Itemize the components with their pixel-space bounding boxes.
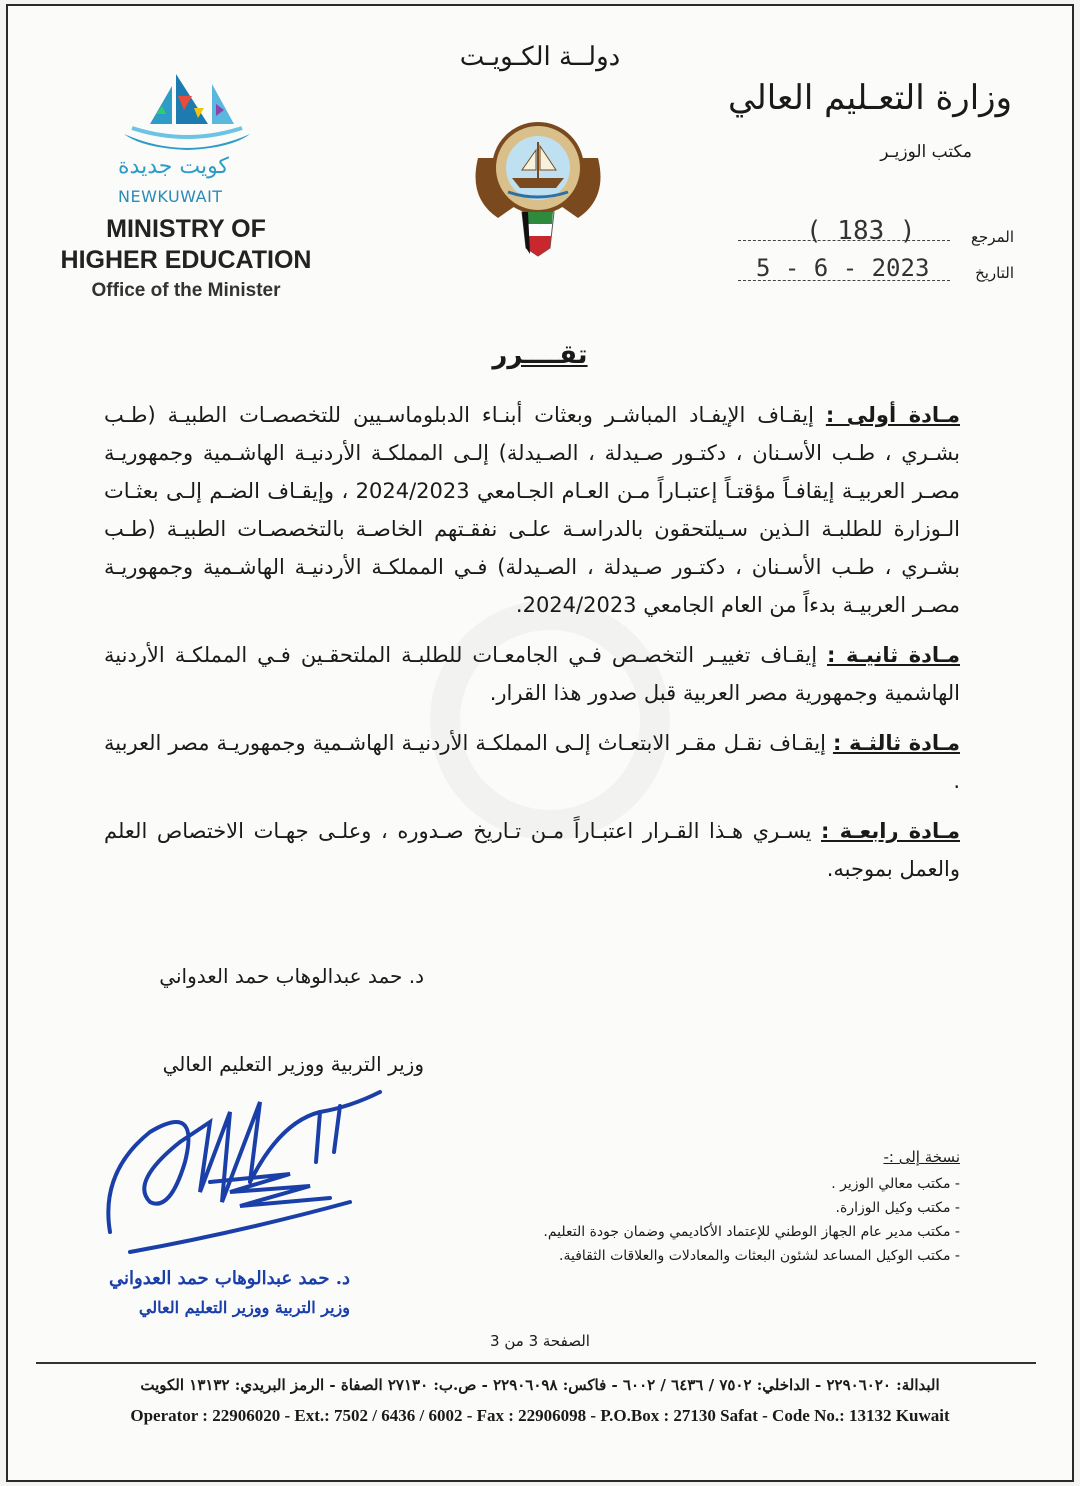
stamp-name: د. حمد عبدالوهاب حمد العدواني xyxy=(109,1268,350,1289)
page-number: الصفحة 3 من 3 xyxy=(490,1332,590,1350)
new-kuwait-arabic: كويت جديدة xyxy=(118,154,229,179)
article-3 xyxy=(104,724,960,800)
new-kuwait-logo-icon xyxy=(112,66,262,156)
list-item: - مكتب وكيل الوزارة. xyxy=(543,1196,960,1220)
ministry-name-line2: HIGHER EDUCATION xyxy=(60,246,312,274)
article-text: يسـري هـذا القـرار اعتبـاراً مـن تـاريخ صـدوره ، وعلـى جهـات الاختصاص العلم والعمل بموجبه. xyxy=(104,819,960,881)
decision-title: تقــــرر xyxy=(492,340,588,370)
state-name: دولــة الكـويـت xyxy=(459,42,621,72)
ministry-name-line1: MINISTRY OF xyxy=(106,215,266,243)
article-label: مـادة رابعـة : xyxy=(821,819,961,843)
office-name-arabic: مكتب الوزيـر xyxy=(880,142,972,162)
handwritten-signature-icon xyxy=(90,1082,400,1272)
article-label: مـادة ثالثـة : xyxy=(832,731,960,755)
copies-heading: نسخة إلى :- xyxy=(883,1148,960,1166)
footer-english: Operator : 22906020 - Ext.: 7502 / 6436 / 6002 - Fax : 22906098 - P.O.Box : 27130 Safat - Code No.: 13132 Kuwait xyxy=(130,1406,950,1425)
article-1 xyxy=(104,396,960,624)
signatory-name: د. حمد عبدالوهاب حمد العدواني xyxy=(159,964,424,988)
stamp-title: وزير التربية ووزير التعليم العالي xyxy=(138,1298,350,1317)
article-2 xyxy=(104,636,960,712)
footer-divider xyxy=(36,1362,1036,1364)
article-text: إيقـاف تغييـر التخصـص فـي الجامعـات للطلبـة الملتحقـين فـي المملكـة الأردنية الهاشمية وجمهورية مصر العربية قبل صدور هذا القرار. xyxy=(104,643,960,705)
date-label: التاريخ xyxy=(975,264,1014,282)
new-kuwait-english: NEWKUWAIT xyxy=(118,187,223,206)
article-text: إيقـاف الإيفـاد المباشـر وبعثات أبنـاء الدبلوماسـيين للتخصصـات الطبيـة (طـب بشـري ، طـب الأسـنان ، دكتـور صـيدلة ، الصـيدلة) إلـى المملكـة الأردنيـة الهاشـمية وجمهوريـة مصـر العربيـة إيقافـاً مؤقتـاً إعتبـاراً مـن العـام الجـامعي 2024/2023 ، وإيقـاف الضـم إلـى بعثـات الـوزارة للطلبـة الـذين سـيلتحقون بالدراسـة علـى نفقـتهم الخاصـة بالتخصصـات الطبيـة (طـب بشـري ، طـب الأسـنان ، دكتـور صـيدلة ، الصـيدلة) فـي المملكـة الأردنيـة الهاشـمية وجمهوريـة مصـر العربيـة بدءاً من العام الجامعي 2024/2023. xyxy=(104,403,960,617)
list-item: - مكتب الوكيل المساعد لشئون البعثات والمعادلات والعلاقات الثقافية. xyxy=(543,1244,960,1268)
article-4 xyxy=(104,812,960,888)
date-row xyxy=(0,254,1080,288)
reference-row xyxy=(0,216,1080,252)
signatory-title: وزير التربية ووزير التعليم العالي xyxy=(162,1052,424,1076)
date-value: 5 - 6 - 2023 xyxy=(756,254,930,282)
article-label: مـادة أولى : xyxy=(825,403,960,427)
copies-list xyxy=(543,1172,960,1268)
article-text: إيقـاف نقـل مقـر الابتعـاث إلـى المملكـة الأردنيـة الهاشـمية وجمهوريـة مصر العربية . xyxy=(104,731,960,793)
list-item: - مكتب مدير عام الجهاز الوطني للإعتماد الأكاديمي وضمان جودة التعليم. xyxy=(543,1220,960,1244)
reference-label: المرجع xyxy=(971,228,1014,246)
article-label: مـادة ثانيـة : xyxy=(827,643,960,667)
reference-value: ( 183 ) xyxy=(806,216,916,246)
office-name-english: Office of the Minister xyxy=(91,280,281,301)
footer-arabic: البدالة: ٢٢٩٠٦٠٢٠ - الداخلي: ٧٥٠٢ / ٦٤٣٦ / ٦٠٠٢ - فاكس: ٢٢٩٠٦٠٩٨ - ص.ب: ٢٧١٣٠ الصفاة - الرمز البريدي: ١٣١٣٢ الكويت xyxy=(140,1376,940,1394)
ministry-name-arabic: وزارة التعـليم العالي xyxy=(728,78,1012,118)
list-item: - مكتب معالي الوزير . xyxy=(543,1172,960,1196)
decision-body xyxy=(104,396,960,900)
